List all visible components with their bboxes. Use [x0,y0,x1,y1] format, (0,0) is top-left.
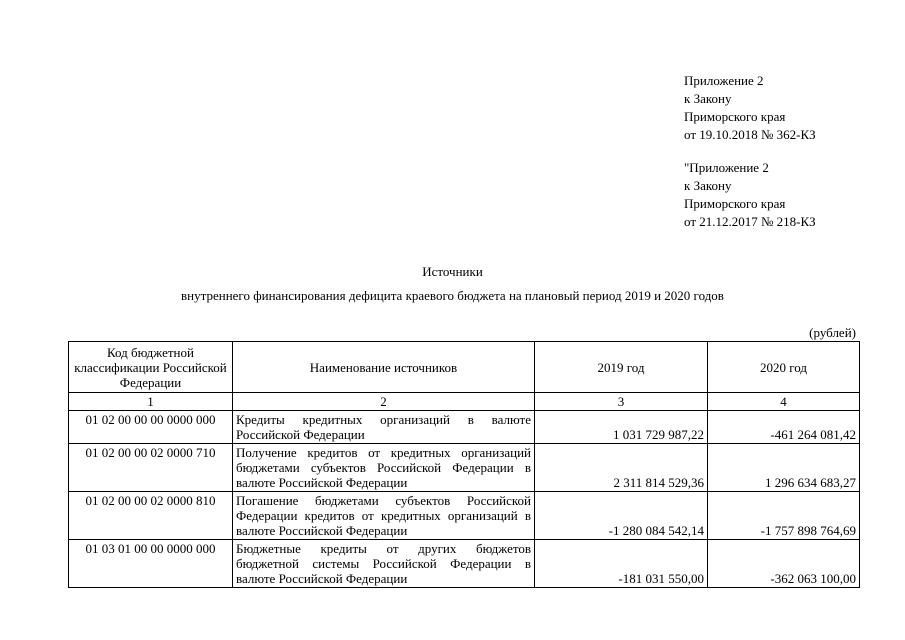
annex-line: к Закону [684,178,732,193]
annex-line: Приморского края [684,196,786,211]
row-code: 01 02 00 00 02 0000 710 [69,444,233,492]
units-label: (рублей) [809,325,856,340]
document-subtitle: внутреннего финансирования дефицита краевого бюджета на плановый период 2019 и 2020 годов [181,288,724,303]
table-row [69,444,860,492]
header-2020: 2020 год [708,342,860,393]
column-number: 1 [69,393,233,411]
annex-line: Приморского края [684,109,786,124]
sources-table [68,341,860,588]
row-amount-2019: 1 031 729 987,22 [535,411,708,444]
row-code: 01 03 01 00 00 0000 000 [69,540,233,588]
row-code: 01 02 00 00 02 0000 810 [69,492,233,540]
annex-line: "Приложение 2 [684,160,769,175]
row-name: Погашение бюджетами субъектов Российской Федерации кредитов от кредитных организаций в валюте Российской Федерации [233,492,535,540]
row-amount-2020: -461 264 081,42 [708,411,860,444]
row-amount-2020: 1 296 634 683,27 [708,444,860,492]
document-title: Источники [422,264,483,279]
column-number: 3 [535,393,708,411]
annex-line: Приложение 2 [684,73,764,88]
row-amount-2019: -181 031 550,00 [535,540,708,588]
table-row [69,411,860,444]
table-row [69,492,860,540]
annex-line: от 19.10.2018 № 362-КЗ [684,127,816,142]
table-row [69,540,860,588]
row-code: 01 02 00 00 00 0000 000 [69,411,233,444]
annex-reference-previous [684,159,816,231]
row-amount-2020: -1 757 898 764,69 [708,492,860,540]
header-code: Код бюджетной классификации Российской Федерации [69,342,233,393]
column-number-row [69,393,860,411]
header-name: Наименование источников [233,342,535,393]
header-2019: 2019 год [535,342,708,393]
row-name: Бюджетные кредиты от других бюджетов бюджетной системы Российской Федерации в валюте Российской Федерации [233,540,535,588]
table-header-row [69,342,860,393]
row-name: Кредиты кредитных организаций в валюте Российской Федерации [233,411,535,444]
row-name: Получение кредитов от кредитных организаций бюджетами субъектов Российской Федерации в валюте Российской Федерации [233,444,535,492]
row-amount-2019: 2 311 814 529,36 [535,444,708,492]
row-amount-2019: -1 280 084 542,14 [535,492,708,540]
annex-reference-current [684,72,816,144]
row-amount-2020: -362 063 100,00 [708,540,860,588]
column-number: 2 [233,393,535,411]
annex-line: от 21.12.2017 № 218-КЗ [684,214,816,229]
annex-line: к Закону [684,91,732,106]
column-number: 4 [708,393,860,411]
